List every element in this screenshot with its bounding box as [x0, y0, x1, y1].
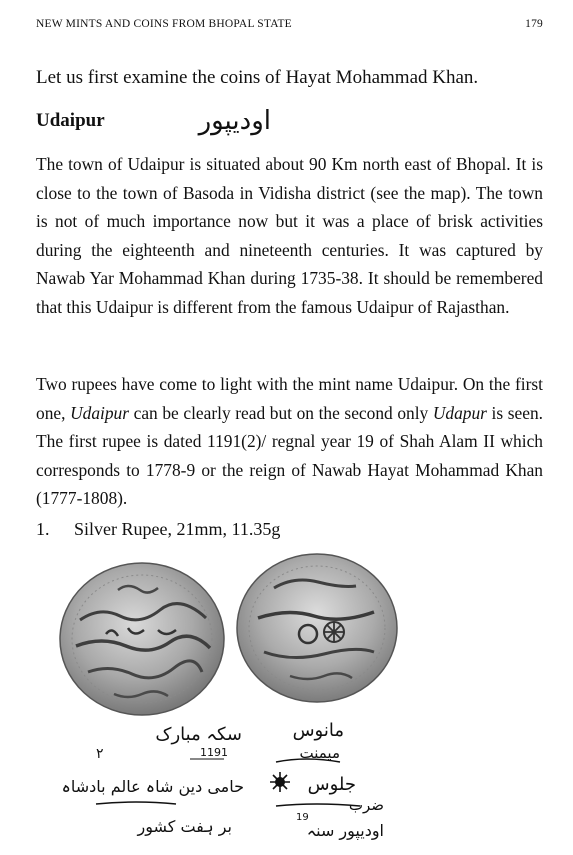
- list-item-text: Silver Rupee, 21mm, 11.35g: [74, 519, 281, 539]
- hw-right-line3: جلوس: [307, 774, 356, 795]
- handwritten-transcription-obverse: [61, 712, 252, 842]
- page-number: 179: [525, 18, 543, 30]
- para2-part3: is seen. The first rupee is dated 1191(2)/ regnal year 19 of Shah Alam II which corresponds to 1778-9 or the reign of Nawab Hayat Mohammad Khan (1777-1808).: [36, 402, 543, 509]
- para2-em-udapur: Udapur: [432, 402, 487, 423]
- hw-right-line4: ضرب: [348, 796, 384, 814]
- hw-right-line2: میمنت: [299, 744, 340, 762]
- running-title: NEW MINTS AND COINS FROM BHOPAL STATE: [36, 18, 292, 30]
- hw-left-line1: سکہ مبارک: [155, 724, 242, 745]
- hw-right-regnal: 19: [296, 812, 309, 823]
- hw-left-side-number: ۲: [96, 746, 104, 762]
- urdu-mint-name-text: اودیپور: [198, 106, 271, 136]
- urdu-mint-name: [136, 100, 276, 140]
- paragraph-udaipur-town: The town of Udaipur is situated about 90 Km north east of Bhopal. It is close to the town of Basoda in Vidisha district (see the map). The town is not of much importance now but it was a place of brisk activities during the eighteenth and nineteenth centuries. It was captured by Nawab Yar Mohammad Khan during 1735-38. It should be remembered that this Udaipur is different from the famous Udaipur of Rajasthan.: [36, 154, 543, 317]
- coin-reverse-image: [234, 548, 400, 704]
- handwritten-transcription-reverse: [256, 712, 406, 842]
- hw-right-line5: اودیپور سنہ: [306, 821, 384, 840]
- para2-part2: can be clearly read but on the second only: [129, 402, 433, 423]
- hw-left-year: 1191: [200, 746, 228, 759]
- hw-left-line3: بر ہفت کشور: [137, 817, 232, 836]
- para2-em-udaipur: Udaipur: [70, 402, 130, 423]
- list-item: [36, 519, 280, 540]
- hw-right-star-mark: [270, 772, 290, 792]
- hw-right-line1: مانوس: [292, 720, 344, 741]
- para2-part1: Two rupees have come to light with the mint name Udaipur. On the first one,: [36, 374, 543, 423]
- list-item-number: 1.: [36, 519, 50, 539]
- paragraph-two-rupees: [36, 370, 543, 513]
- coin-obverse-image: [58, 560, 226, 718]
- intro-sentence: Let us first examine the coins of Hayat Mohammad Khan.: [36, 67, 479, 88]
- hw-left-line2: حامی دین شاہ عالم بادشاہ: [61, 777, 244, 796]
- section-heading: Udaipur: [36, 110, 105, 131]
